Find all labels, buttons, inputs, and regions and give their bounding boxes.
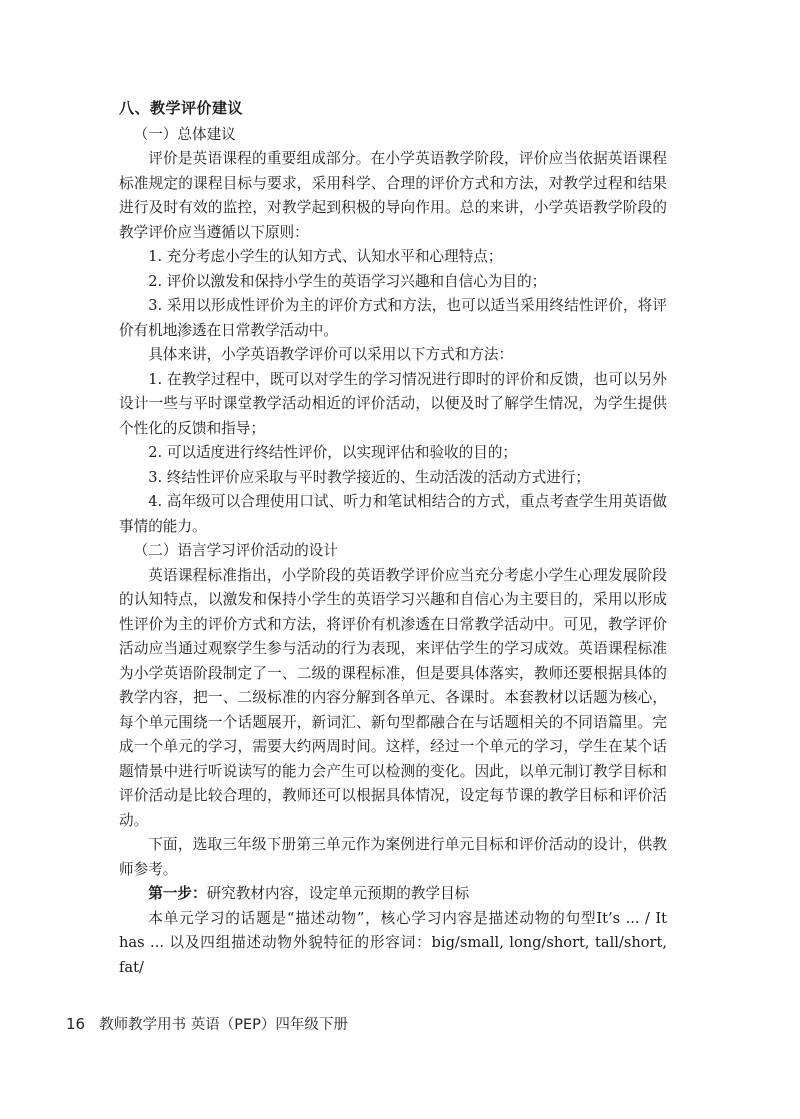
principle-item: 1. 充分考虑小学生的认知方式、认知水平和心理特点； bbox=[148, 248, 503, 265]
method-item: 3. 终结性评价应采取与平时教学接近的、生动活泼的活动方式进行； bbox=[148, 468, 590, 486]
method-item: 1. 在教学过程中，既可以对学生的学习情况进行即时的评价和反馈，也可以另外设计一些与平时课堂教学活动相近的评价活动，以便及时了解学生情况，为学生提供个性化的反馈和指导； bbox=[119, 370, 667, 437]
book-title: 教师教学用书 英语（PEP）四年级下册 bbox=[99, 1017, 348, 1033]
step-text: 研究教材内容，设定单元预期的教学目标 bbox=[206, 885, 470, 902]
method-item: 2. 可以适度进行终结性评价，以实现评估和验收的目的； bbox=[148, 444, 518, 461]
paragraph-design: 英语课程标准指出，小学阶段的英语教学评价应当充分考虑小学生心理发展阶段的认知特点，以激发和保持小学生的英语学习兴趣和自信心为主要目的，采用以形成性评价为主的评价方式和方法，将评价有机渗透在日常教学活动中。可见，教学评价活动应当通过观察学生参与活动的行为表现，来评估学生的学习成效。英语课程标准为小学英语阶段制定了一、二级的课程标准，但是要具体落实，教师还要根据具体的教学内容，把一、二级标准的内容分解到各单元、各课时。本套教材以话题为核心，每个单元围绕一个话题展开，新词汇、新句型都融合在与话题相关的不同语篇里。完成一个单元的学习，需要大约两周时间。这样，经过一个单元的学习，学生在某个话题情景中进行听说读写的能力会产生可以检测的变化。因此，以单元制订教学目标和评价活动是比较合理的，教师还可以根据具体情况，设定每节课的教学目标和评价活动。 bbox=[119, 566, 667, 829]
principle-item: 3. 采用以形成性评价为主的评价方式和方法，也可以适当采用终结性评价，将评价有机地渗透在日常教学活动中。 bbox=[119, 297, 667, 339]
subsection-heading-general: （一）总体建议 bbox=[133, 125, 236, 143]
paragraph-case: 下面，选取三年级下册第三单元作为案例进行单元目标和评价活动的设计，供教师参考。 bbox=[119, 836, 667, 878]
section-heading: 八、教学评价建议 bbox=[119, 99, 244, 117]
subsection-heading-design: （二）语言学习评价活动的设计 bbox=[133, 542, 338, 559]
page-body bbox=[119, 96, 667, 980]
page-number: 16 bbox=[66, 1015, 86, 1033]
paragraph-unit-topic: 本单元学习的话题是“描述动物”，核心学习内容是描述动物的句型It’s ... / It has ... 以及四组描述动物外貌特征的形容词：big/small, long/short, tall/short, fat/ bbox=[119, 909, 667, 976]
paragraph-methods-intro: 具体来讲，小学英语教学评价可以采用以下方式和方法： bbox=[148, 346, 514, 363]
principle-item: 2. 评价以激发和保持小学生的英语学习兴趣和自信心为目的； bbox=[148, 272, 547, 290]
step-one bbox=[119, 882, 667, 907]
method-item: 4. 高年级可以合理使用口试、听力和笔试相结合的方式，重点考查学生用英语做事情的能力。 bbox=[119, 493, 667, 535]
page-footer bbox=[66, 1013, 348, 1034]
step-label: 第一步： bbox=[148, 885, 207, 902]
paragraph-intro: 评价是英语课程的重要组成部分。在小学英语教学阶段，评价应当依据英语课程标准规定的课程目标与要求，采用科学、合理的评价方式和方法，对教学过程和结果进行及时有效的监控，对教学起到积极的导向作用。总的来讲，小学英语教学阶段的教学评价应当遵循以下原则： bbox=[119, 150, 667, 241]
